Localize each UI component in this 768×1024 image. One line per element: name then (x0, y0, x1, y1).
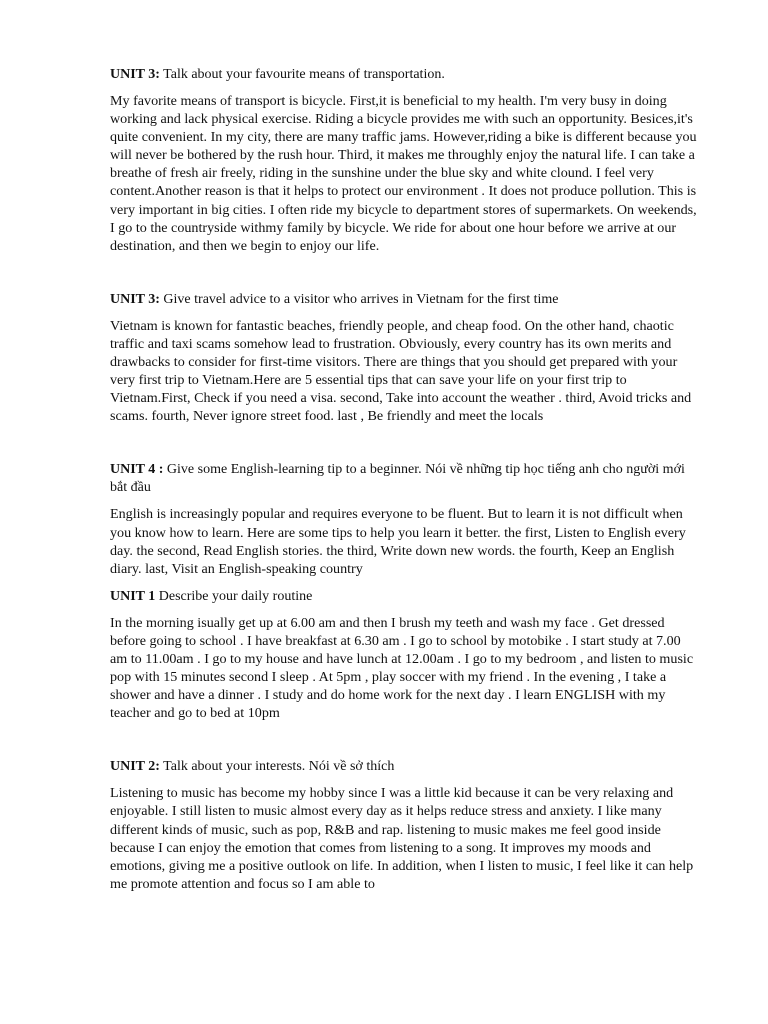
section-body: In the morning isually get up at 6.00 am and then I brush my teeth and wash my face . Get dressed before going to school . I have breakfast at 6.30 am . I go to school by motobike . I start study at 7.00 am to 11.00am . I go to my house and have lunch at 12.00am . I go to my bedroom , and listen to music pop with 15 minutes second I sleep . At 5pm , play soccer with my friend . In the evening , I take a shower and have a dinner . I study and do home work for the next day . I learn ENGLISH with my teacher and go to bed at 10pm (110, 614, 694, 722)
section-body: English is increasingly popular and requires everyone to be fluent. But to learn it is not difficult when you know how to learn. Here are some tips to help you learn it better. the first, Listen to English every day. the second, Read English stories. the third, Write down new words. the fourth, Keep an English diary. last, Visit an English-speaking country (110, 506, 686, 577)
section-unit2-interests (110, 758, 700, 893)
section-unit3-travel-advice (110, 291, 700, 426)
section-title: Give some English-learning tip to a beginner. Nói về những tip học tiếng anh cho người mới bắt đầu (110, 462, 685, 496)
section-title: Talk about your favourite means of transportation. (159, 67, 445, 82)
section-title: Give travel advice to a visitor who arrives in Vietnam for the first time (159, 291, 559, 307)
section-body: Listening to music has become my hobby since I was a little kid because it can be very relaxing and enjoyable. I still listen to music almost every day as it helps reduce stress and anxiety. I like many different kinds of music, such as pop, R&B and rap. listening to music makes me feel good inside because I can enjoy the emotion that comes from listening to a song. It improves my moods and emotions, giving me a positive outlook on life. In addition, when I listen to music, I feel like it can help me promote attention and focus so I am able to (110, 785, 694, 892)
document-page (110, 66, 700, 893)
unit-label: UNIT 2: (110, 759, 160, 775)
section-body: My favorite means of transport is bicycle. First,it is beneficial to my health. I'm very busy in doing working and lack physical exercise. Riding a bicycle provides me with such an opportunity. Besices,it's quite convenient. In my city, there are many traffic jams. However,riding a bike is different because you will never be bothered by the rush hour. Third, it makes me throughly enjoy the natural life. I can take a breathe of fresh air freely, riding in the sunshine under the blue sky and white clound. I feel very content.Another reason is that it helps to protect our environment . It does not produce pollution. This is very important in big cities. I often ride my bicycle to department stores of supermarkets. On weekends, I go to the countryside withmy family by bicycle. We ride for about one hour before we arrive at our destination, and then we begin to enjoy our life. (110, 93, 697, 254)
section-heading (110, 291, 700, 309)
section-heading (110, 758, 700, 776)
section-title: Describe your daily routine (155, 588, 313, 604)
section-heading (110, 461, 700, 497)
section-heading (110, 588, 700, 606)
unit-label: UNIT 1 (110, 588, 156, 604)
unit-label: UNIT 3: (110, 291, 160, 307)
section-unit4-english-tips (110, 461, 700, 577)
section-heading (110, 66, 700, 84)
section-title: Talk about your interests. Nói về sở thích (159, 759, 395, 775)
section-unit3-transportation (110, 66, 700, 255)
section-body: Vietnam is known for fantastic beaches, friendly people, and cheap food. On the other hand, chaotic traffic and taxi scams somehow lead to frustration. Obviously, every country has its own merits and drawbacks to consider for first-time visitors. There are things that you should get prepared with your very first trip to Vietnam.Here are 5 essential tips that can save your life on your first trip to Vietnam.First, Check if you need a visa. second, Take into account the weather . third, Avoid tricks and scams. fourth, Never ignore street food. last , Be friendly and meet the locals (110, 317, 692, 425)
unit-label: UNIT 4 : (110, 462, 164, 478)
unit-label: UNIT 3: (110, 67, 160, 82)
section-unit1-daily-routine (110, 588, 700, 723)
